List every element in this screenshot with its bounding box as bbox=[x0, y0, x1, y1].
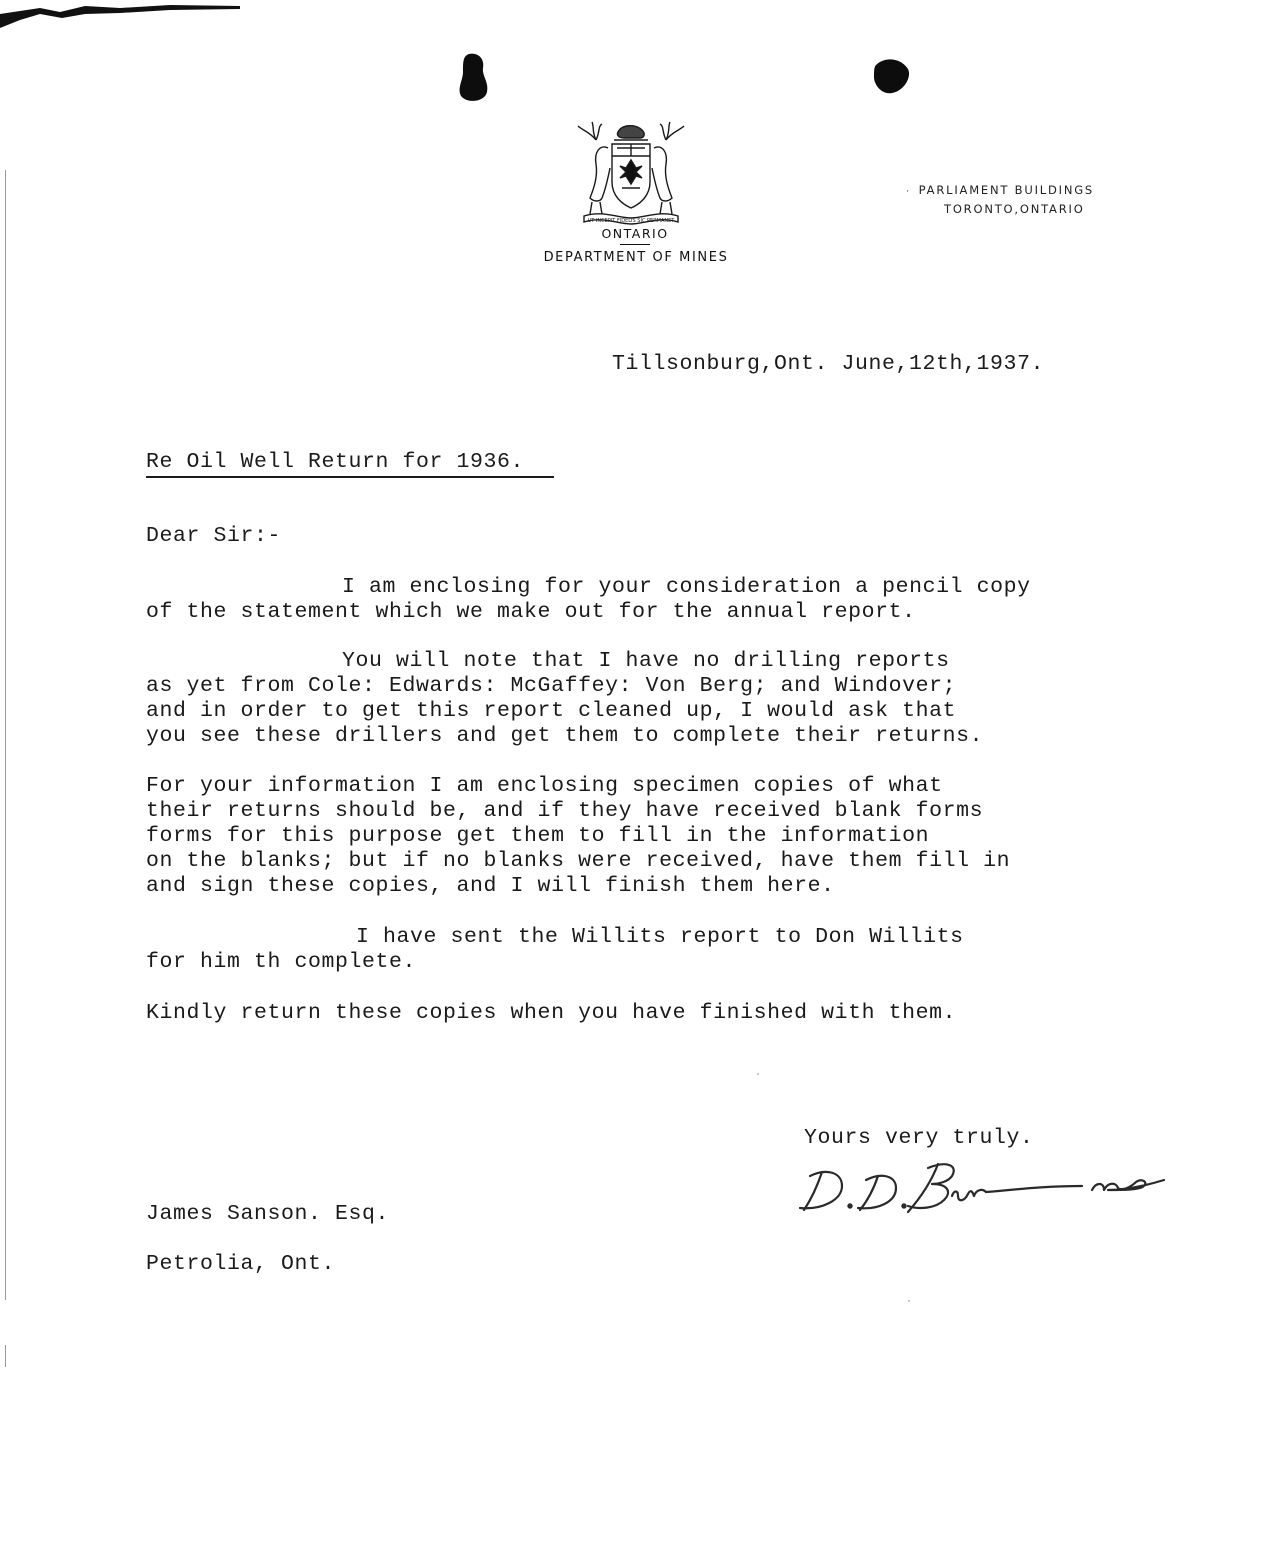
paragraph-line: I have sent the Willits report to Don Willits bbox=[356, 925, 964, 949]
letter-closing: Yours very truly. bbox=[804, 1126, 1034, 1150]
subject-underline bbox=[146, 476, 554, 478]
addressee-name: James Sanson. Esq. bbox=[146, 1202, 390, 1226]
paragraph-line: you see these drillers and get them to complete their returns. bbox=[146, 724, 984, 748]
svg-text:UT INCEPIT FIDELIS SIC PERMANE: UT INCEPIT FIDELIS SIC PERMANET bbox=[587, 218, 675, 224]
paragraph-line: and sign these copies, and I will finish them here. bbox=[146, 874, 835, 898]
scan-edge-mark bbox=[5, 1345, 6, 1367]
paragraph-line: as yet from Cole: Edwards: McGaffey: Von Berg; and Windover; bbox=[146, 674, 957, 698]
letterhead-province: ONTARIO bbox=[601, 226, 669, 241]
ontario-coat-of-arms-icon bbox=[572, 118, 690, 228]
punch-hole-left-artifact bbox=[455, 52, 491, 104]
paragraph-line: on the blanks; but if no blanks were received, have them fill in bbox=[146, 849, 1011, 873]
letter-paragraph-1 bbox=[146, 575, 1031, 625]
letter-subject: Re Oil Well Return for 1936. bbox=[146, 450, 525, 474]
scan-edge-line bbox=[5, 170, 6, 1300]
paragraph-line: You will note that I have no drilling reports bbox=[342, 649, 950, 673]
torn-corner-artifact bbox=[0, 0, 250, 40]
letterhead-divider bbox=[620, 244, 650, 245]
letterhead-department: DEPARTMENT OF MINES bbox=[543, 250, 729, 265]
punch-hole-right-artifact bbox=[870, 55, 914, 99]
stray-mark bbox=[908, 1300, 910, 1302]
letter-salutation: Dear Sir:- bbox=[146, 524, 282, 548]
letterhead-address-line2: TORONTO,ONTARIO bbox=[944, 202, 1085, 216]
paragraph-line: for him th complete. bbox=[146, 950, 417, 974]
paragraph-line: of the statement which we make out for the annual report. bbox=[146, 600, 916, 624]
letterhead-address-line1: · PARLIAMENT BUILDINGS bbox=[906, 183, 1095, 197]
paragraph-line: For your information I am enclosing specimen copies of what bbox=[146, 774, 943, 798]
letter-paragraph-4 bbox=[146, 925, 964, 975]
letter-date: Tillsonburg,Ont. June,12th,1937. bbox=[612, 352, 1045, 376]
handwritten-signature-icon bbox=[792, 1156, 1172, 1222]
paragraph-line: Kindly return these copies when you have finished with them. bbox=[146, 1001, 957, 1025]
paragraph-line: and in order to get this report cleaned up, I would ask that bbox=[146, 699, 957, 723]
paragraph-line: forms for this purpose get them to fill in the information bbox=[146, 824, 930, 848]
letter-paragraph-2 bbox=[146, 649, 983, 749]
paragraph-line: I am enclosing for your consideration a pencil copy bbox=[342, 575, 1031, 599]
letter-paragraph-3 bbox=[146, 774, 1010, 899]
paragraph-line: their returns should be, and if they have received blank forms bbox=[146, 799, 984, 823]
letter-paragraph-5 bbox=[146, 1001, 956, 1026]
stray-mark bbox=[757, 1073, 759, 1075]
letterhead-address-line1-text: PARLIAMENT BUILDINGS bbox=[918, 183, 1095, 197]
addressee-city: Petrolia, Ont. bbox=[146, 1252, 336, 1276]
